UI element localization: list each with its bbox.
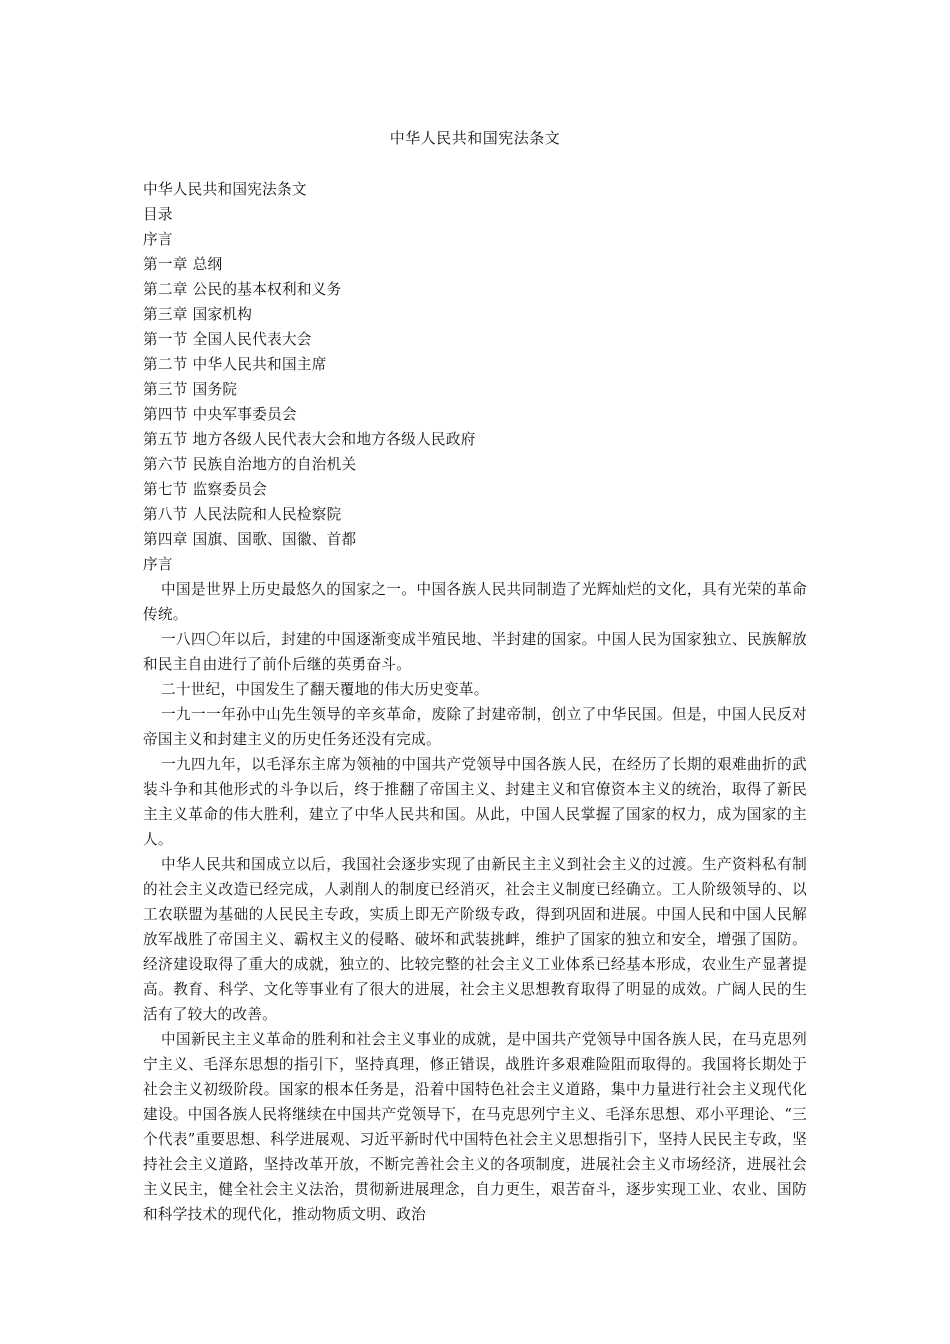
toc-item: 第一章 总纲 bbox=[143, 256, 223, 273]
toc-item: 第六节 民族自治地方的自治机关 bbox=[143, 456, 357, 473]
paragraph: 二十世纪，中国发生了翻天覆地的伟大历史变革。 bbox=[161, 681, 489, 698]
toc-item: 序言 bbox=[143, 231, 173, 248]
toc-item: 第一节 全国人民代表大会 bbox=[143, 331, 312, 348]
toc-item: 序言 bbox=[143, 556, 173, 573]
document-title: 中华人民共和国宪法条文 bbox=[389, 129, 561, 147]
preamble-text bbox=[143, 577, 807, 1227]
toc-item: 目录 bbox=[143, 206, 173, 223]
document-heading: 中华人民共和国宪法条文 bbox=[143, 181, 307, 198]
paragraph: 中国是世界上历史最悠久的国家之一。中国各族人民共同制造了光辉灿烂的文化，具有光荣的革命传统。 bbox=[143, 581, 807, 623]
paragraph: 中华人民共和国成立以后，我国社会逐步实现了由新民主主义到社会主义的过渡。生产资料私有制的社会主义改造已经完成，人剥削人的制度已经消灭，社会主义制度已经确立。工人阶级领导的、以工农联盟为基础的人民民主专政，实质上即无产阶级专政，得到巩固和进展。中国人民和中国人民解放军战胜了帝国主义、霸权主义的侵略、破坏和武装挑衅，维护了国家的独立和安全，增强了国防。经济建设取得了重大的成就，独立的、比较完整的社会主义工业体系已经基本形成，农业生产显著提高。教育、科学、文化等事业有了很大的进展，社会主义思想教育取得了明显的成效。广阔人民的生活有了较大的改善。 bbox=[143, 856, 807, 1023]
paragraph: 一九四九年，以毛泽东主席为领袖的中国共产党领导中国各族人民，在经历了长期的艰难曲折的武装斗争和其他形式的斗争以后，终于推翻了帝国主义、封建主义和官僚资本主义的统治，取得了新民主主义革命的伟大胜利，建立了中华人民共和国。从此，中国人民掌握了国家的权力，成为国家的主人。 bbox=[143, 756, 807, 848]
table-of-contents bbox=[143, 202, 807, 577]
paragraph: 一九一一年孙中山先生领导的辛亥革命，废除了封建帝制，创立了中华民国。但是，中国人民反对帝国主义和封建主义的历史任务还没有完成。 bbox=[143, 706, 807, 748]
toc-item: 第二节 中华人民共和国主席 bbox=[143, 356, 327, 373]
toc-item: 第五节 地方各级人民代表大会和地方各级人民政府 bbox=[143, 431, 476, 448]
paragraph: 一八四〇年以后，封建的中国逐渐变成半殖民地、半封建的国家。中国人民为国家独立、民族解放和民主自由进行了前仆后继的英勇奋斗。 bbox=[143, 631, 807, 673]
toc-item: 第二章 公民的基本权利和义务 bbox=[143, 281, 342, 298]
toc-item: 第三节 国务院 bbox=[143, 381, 238, 398]
paragraph: 中国新民主主义革命的胜利和社会主义事业的成就，是中国共产党领导中国各族人民，在马克思列宁主义、毛泽东思想的指引下，坚持真理，修正错误，战胜许多艰难险阻而取得的。我国将长期处于社会主义初级阶段。国家的根本任务是，沿着中国特色社会主义道路，集中力量进行社会主义现代化建设。中国各族人民将继续在中国共产党领导下，在马克思列宁主义、毛泽东思想、邓小平理论、“三个代表”重要思想、科学进展观、习近平新时代中国特色社会主义思想指引下，坚持人民民主专政，坚持社会主义道路，坚持改革开放，不断完善社会主义的各项制度，进展社会主义市场经济，进展社会主义民主，健全社会主义法治，贯彻新进展理念，自力更生，艰苦奋斗，逐步实现工业、农业、国防和科学技术的现代化，推动物质文明、政治 bbox=[143, 1031, 807, 1223]
toc-item: 第八节 人民法院和人民检察院 bbox=[143, 506, 342, 523]
toc-item: 第七节 监察委员会 bbox=[143, 481, 268, 498]
document-body bbox=[143, 177, 807, 1227]
toc-item: 第四节 中央军事委员会 bbox=[143, 406, 297, 423]
toc-item: 第三章 国家机构 bbox=[143, 306, 253, 323]
toc-item: 第四章 国旗、国歌、国徽、首都 bbox=[143, 531, 357, 548]
